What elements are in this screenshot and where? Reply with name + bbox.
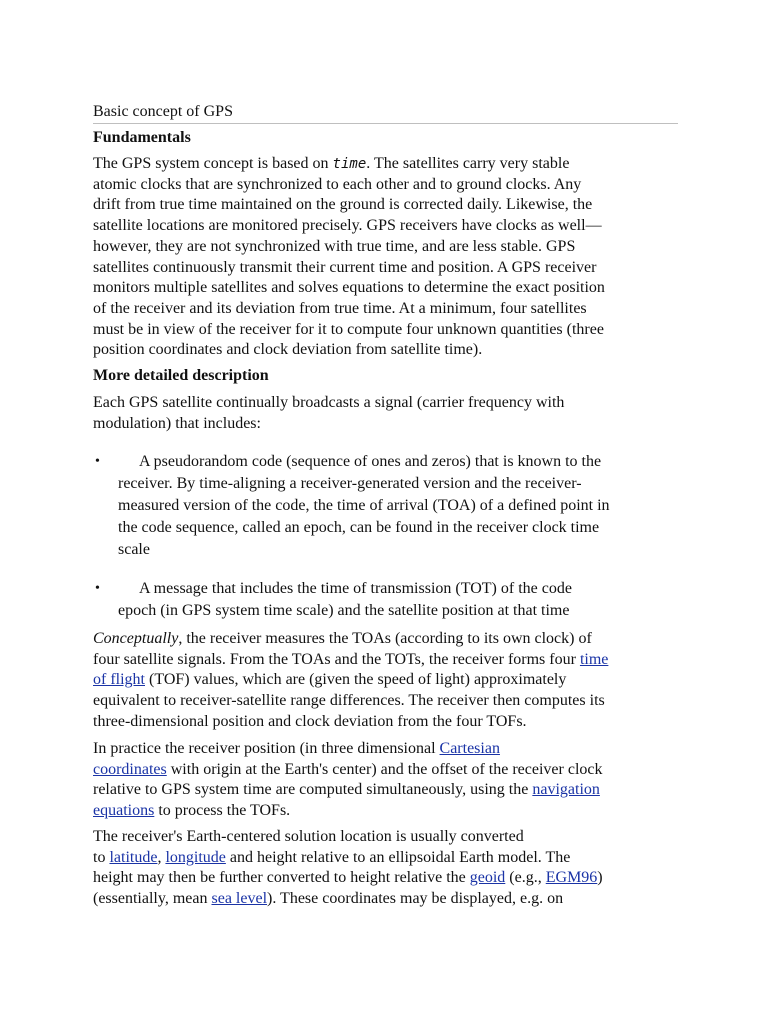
text-line: measured version of the code, the time of arrival (TOA) of a defined point in (118, 497, 610, 514)
text-line: receiver. By time-aligning a receiver-generated version and the receiver- (118, 475, 582, 492)
text-line: A message that includes the time of transmission (TOT) of the code (139, 580, 572, 597)
latitude-link[interactable]: latitude (109, 848, 158, 866)
bullet-icon: • (95, 581, 100, 596)
text-line: atomic clocks that are synchronized to each other and to ground clocks. Any (93, 175, 582, 193)
text-line: The GPS system concept is based on time. The satellites carry very stable (93, 155, 570, 172)
text-line: The receiver's Earth-centered solution location is usually converted (93, 828, 524, 845)
page-title: Basic concept of GPS (93, 102, 678, 124)
text-line: equations to process the TOFs. (93, 802, 291, 820)
text-line: however, they are not synchronized with true time, and are less stable. GPS (93, 237, 576, 255)
text-line: Each GPS satellite continually broadcasts a signal (carrier frequency with (93, 394, 565, 411)
text-line: satellite locations are monitored precisely. GPS receivers have clocks as well— (93, 217, 602, 235)
time-of-flight-link[interactable]: of flight (93, 671, 145, 689)
text-line: epoch (in GPS system time scale) and the satellite position at that time (118, 602, 570, 619)
text-line: height may then be further converted to height relative the geoid (e.g., EGM96) (93, 869, 603, 887)
text-line: the code sequence, called an epoch, can be found in the receiver clock time (118, 519, 600, 536)
egm96-link[interactable]: EGM96 (545, 869, 598, 887)
text-line: to latitude, longitude and height relative to an ellipsoidal Earth model. The (93, 848, 571, 866)
conceptually-emphasis: Conceptually (93, 630, 179, 647)
sea-level-link[interactable]: sea level (211, 890, 268, 908)
time-emphasis: time (332, 156, 367, 172)
text-line: A pseudorandom code (sequence of ones and zeros) that is known to the (139, 453, 602, 470)
time-of-flight-link[interactable]: time (579, 650, 609, 668)
navigation-equations-link[interactable]: equations (93, 802, 155, 820)
text-line: of flight (TOF) values, which are (given the speed of light) approximately (93, 671, 567, 689)
geoid-link[interactable]: geoid (469, 869, 506, 887)
text-line: monitors multiple satellites and solves equations to determine the exact position (93, 279, 605, 297)
text-line: scale (118, 541, 150, 558)
text-line: position coordinates and clock deviation from satellite time). (93, 341, 483, 359)
text-line: three-dimensional position and clock deviation from the four TOFs. (93, 712, 527, 730)
paragraph-fundamentals (93, 154, 678, 361)
cartesian-coordinates-link[interactable]: Cartesian (439, 740, 500, 757)
text-line: satellites continuously transmit their current time and position. A GPS receiver (93, 258, 597, 276)
text-line: relative to GPS system time are computed simultaneously, using the navigation (93, 781, 600, 799)
cartesian-coordinates-link[interactable]: coordinates (93, 760, 167, 778)
text-line: of the receiver and its deviation from true time. At a minimum, four satellites (93, 299, 587, 317)
bullet-icon: • (95, 454, 100, 469)
text-line: drift from true time maintained on the ground is corrected daily. Likewise, the (93, 196, 593, 214)
text-line: coordinates with origin at the Earth's center) and the offset of the receiver clock (93, 760, 603, 778)
text-line: must be in view of the receiver for it to compute four unknown quantities (three (93, 320, 604, 338)
text-line: (essentially, mean sea level). These coordinates may be displayed, e.g. on (93, 890, 564, 908)
list-item (93, 578, 678, 622)
longitude-link[interactable]: longitude (165, 848, 226, 866)
paragraph-conceptually (93, 629, 678, 733)
text-line: In practice the receiver position (in three dimensional Cartesian (93, 740, 500, 757)
text-line: equivalent to receiver-satellite range differences. The receiver then computes its (93, 692, 605, 710)
heading-detailed-description: More detailed description (93, 367, 269, 384)
paragraph-in-practice (93, 739, 678, 822)
list-item (93, 451, 678, 561)
navigation-equations-link[interactable]: navigation (532, 781, 600, 799)
text-line: four satellite signals. From the TOAs and the TOTs, the receiver forms four time (93, 650, 609, 668)
text-line: modulation) that includes: (93, 414, 261, 432)
paragraph-earth-centered (93, 827, 678, 910)
heading-fundamentals: Fundamentals (93, 129, 191, 146)
paragraph-detailed (93, 393, 678, 434)
text-line: Conceptually, the receiver measures the TOAs (according to its own clock) of (93, 630, 592, 647)
